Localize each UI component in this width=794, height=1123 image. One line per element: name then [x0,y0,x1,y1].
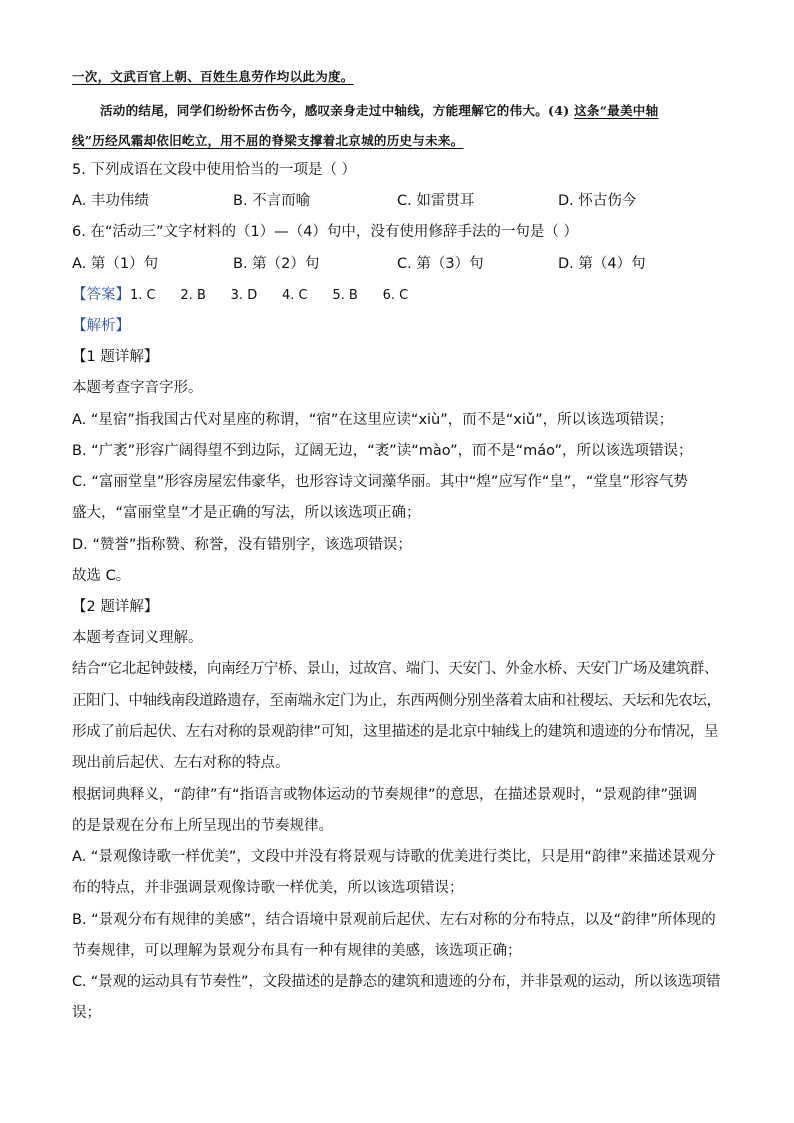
detail-1-conclusion: 故选 C。 [72,568,131,584]
passage-line-2-underlined: 这条“最美中轴 [574,103,659,118]
question-6-option-a: A. 第（1）句 [72,256,159,272]
answer-line [72,285,408,306]
detail-2-para-1-line-1: 结合“它北起钟鼓楼，向南经万宁桥、景山，过故宫、端门、天安门、外金水桥、天安门广场及建筑群、 [72,661,719,677]
question-5-stem: 5. 下列成语在文段中使用恰当的一项是（ ） [72,162,357,178]
passage-line-2-text: 活动的结尾，同学们纷纷怀古伤今，感叹亲身走过中轴线，方能理解它的伟大。(4) [100,103,575,118]
passage-line-1: 一次，文武百官上朝、百姓生息劳作均以此为度。 [72,69,354,84]
question-5-option-a: A. 丰功伟绩 [72,193,149,209]
passage-line-3: 线”历经风霜却依旧屹立，用不屈的脊梁支撑着北京城的历史与未来。 [72,133,464,148]
detail-1-option-d: D. “赞誉”指称赞、称誉，没有错别字，该选项错误； [72,537,412,553]
detail-2-heading: 【2 题详解】 [72,599,159,615]
detail-2-intro: 本题考查词义理解。 [72,630,203,646]
detail-2-para-1-line-4: 现出前后起伏、左右对称的特点。 [72,755,290,771]
detail-2-para-1-line-2: 正阳门、中轴线南段道路遗存，至南端永定门为止，东西两侧分别坐落着太庙和社稷坛、天坛和先农坛， [72,693,721,709]
question-6-option-d: D. 第（4）句 [558,256,646,272]
detail-1-option-c-line-1: C. “富丽堂皇”形容房屋宏伟豪华，也形容诗文词藻华丽。其中“煌”应写作“皇”，“堂皇”形容气势 [72,474,688,490]
detail-2-para-1-line-3: 形成了前后起伏、左右对称的景观韵律”可知，这里描述的是北京中轴线上的建筑和遗迹的分布情况，呈 [72,724,719,740]
detail-1-option-a: A. “星宿”指我国古代对星座的称谓，“宿”在这里应读“xiù”，而不是“xiǔ”，所以该选项错误； [72,412,674,428]
detail-1-heading: 【1 题详解】 [72,349,159,365]
question-5-option-b: B. 不言而喻 [233,193,311,209]
detail-2-option-b-line-2: 节奏规律，可以理解为景观分布具有一种有规律的美感，该选项正确； [72,943,522,959]
question-6-option-c: C. 第（3）句 [397,256,484,272]
detail-2-para-2-line-2: 的是景观在分布上所呈现出的节奏规律。 [72,818,333,834]
analysis-label: 【解析】 [72,318,130,334]
detail-2-option-a-line-2: 布的特点，并非强调景观像诗歌一样优美，所以该选项错误； [72,880,464,896]
passage-line-2 [100,101,658,121]
detail-2-option-b-line-1: B. “景观分布有规律的美感”，结合语境中景观前后起伏、左右对称的分布特点，以及“韵律”所体现的 [72,912,716,928]
detail-1-intro: 本题考查字音字形。 [72,380,203,396]
detail-2-option-c-line-1: C. “景观的运动具有节奏性”，文段描述的是静态的建筑和遗迹的分布，并非景观的运动，所以该选项错 [72,974,721,990]
question-5-option-d: D. 怀古伤今 [558,193,637,209]
answer-items: 1. C 2. B 3. D 4. C 5. B 6. C [130,288,409,303]
answer-label: 【答案】 [72,287,130,303]
detail-1-option-c-line-2: 盛大，“富丽堂皇”才是正确的写法，所以该选项正确； [72,505,421,521]
detail-2-option-c-line-2: 误； [72,1005,101,1021]
detail-2-option-a-line-1: A. “景观像诗歌一样优美”，文段中并没有将景观与诗歌的优美进行类比，只是用“韵律”来描述景观分 [72,849,716,865]
detail-1-option-b: B. “广袤”形容广阔得望不到边际，辽阔无边，“袤”读“mào”，而不是“máo”，所以该选项错误； [72,443,693,459]
question-5-option-c: C. 如雷贯耳 [397,193,475,209]
question-6-stem: 6. 在“活动三”文字材料的（1）—（4）句中，没有使用修辞手法的一句是（ ） [72,224,579,240]
question-6-option-b: B. 第（2）句 [233,256,320,272]
detail-2-para-2-line-1: 根据词典释义，“韵律”有“指语言或物体运动的节奏规律”的意思，在描述景观时，“景观韵律”强调 [72,787,698,803]
